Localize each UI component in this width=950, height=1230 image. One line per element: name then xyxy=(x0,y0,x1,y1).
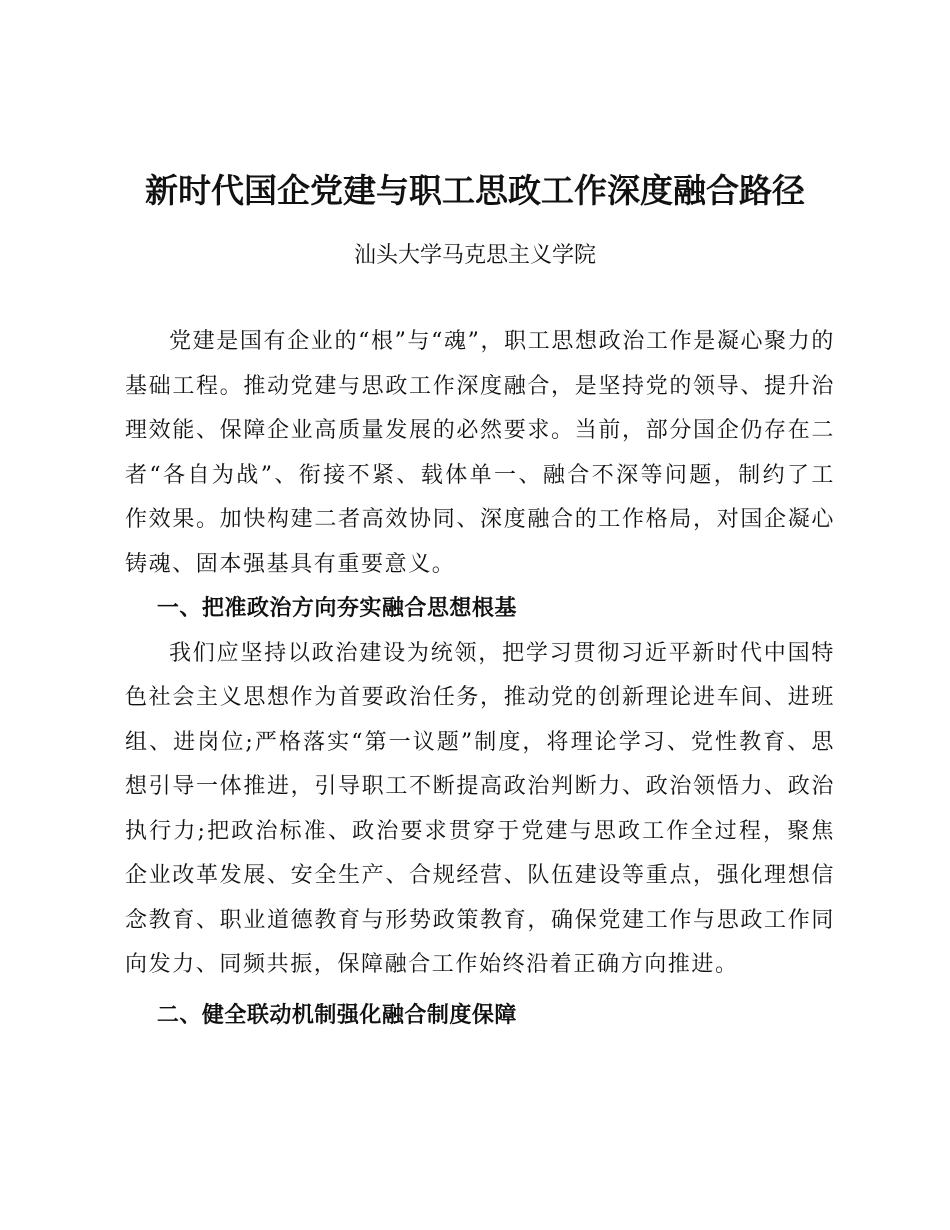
document-title: 新时代国企党建与职工思政工作深度融合路径 xyxy=(145,171,805,210)
intro-paragraph: 党建是国有企业的“根”与“魂”，职工思想政治工作是凝心聚力的基础工程。推动党建与思政工作深度融合，是坚持党的领导、提升治理效能、保障企业高质量发展的必然要求。当前，部分国企仍存在二者“各自为战”、衔接不紧、载体单一、融合不深等问题，制约了工作效果。加快构建二者高效协同、深度融合的工作格局，对国企凝心铸魂、固本强基具有重要意义。 xyxy=(125,329,835,577)
author-affiliation: 汕头大学马克思主义学院 xyxy=(353,243,596,268)
document-body xyxy=(125,320,835,1038)
section-1-paragraph: 我们应坚持以政治建设为统领，把学习贯彻习近平新时代中国特色社会主义思想作为首要政治任务，推动党的创新理论进车间、进班组、进岗位;严格落实“第一议题”制度，将理论学习、党性教育、思想引导一体推进，引导职工不断提高政治判断力、政治领悟力、政治执行力;把政治标准、政治要求贯穿于党建与思政工作全过程，聚焦企业改革发展、安全生产、合规经营、队伍建设等重点，强化理想信念教育、职业道德教育与形势政策教育，确保党建工作与思政工作同向发力、同频共振，保障融合工作始终沿着正确方向推进。 xyxy=(125,640,835,977)
section-2-heading: 二、健全联动机制强化融合制度保障 xyxy=(156,1002,517,1028)
section-1-heading: 一、把准政治方向夯实融合思想根基 xyxy=(156,596,517,621)
